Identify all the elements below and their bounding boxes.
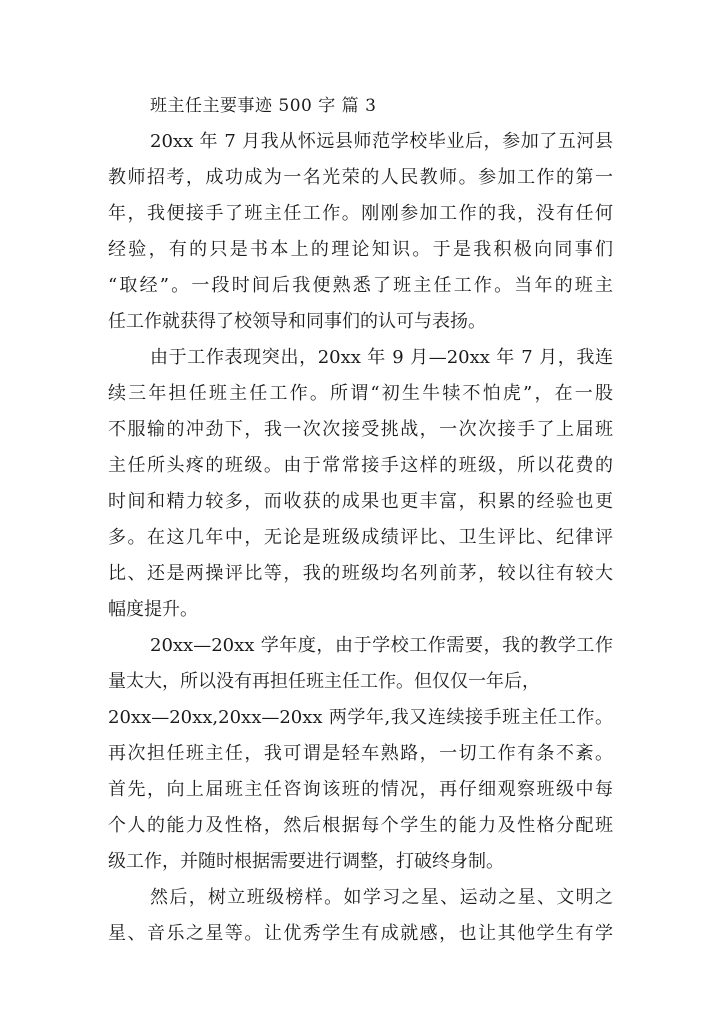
text-line: 时间和精力较多，而收获的成果也更丰富，积累的经验也更 (108, 491, 613, 512)
text-line: “取经”。一段时间后我便熟悉了班主任工作。当年的班主 (108, 275, 613, 296)
text-line: 20xx—20xx,20xx—20xx 两学年,我又连续接手班主任工作。 (108, 707, 613, 728)
text-line: 幅度提升。 (108, 599, 198, 620)
text-line: 20xx 年 7 月我从怀远县师范学校毕业后，参加了五河县 (150, 131, 613, 152)
text-line: 然后，树立班级榜样。如学习之星、运动之星、文明之 (150, 887, 613, 908)
text-line: 教师招考，成功成为一名光荣的人民教师。参加工作的第一 (108, 167, 613, 188)
text-line: 年，我便接手了班主任工作。刚刚参加工作的我，没有任何 (108, 203, 613, 224)
text-line: 20xx—20xx 学年度，由于学校工作需要，我的教学工作 (150, 635, 613, 656)
text-line: 不服输的冲劲下，我一次次接受挑战，一次次接手了上届班 (108, 419, 613, 440)
document-body (108, 88, 613, 952)
text-line: 任工作就获得了校领导和同事们的认可与表扬。 (108, 311, 486, 332)
text-line: 星、音乐之星等。让优秀学生有成就感，也让其他学生有学 (108, 923, 613, 944)
text-line: 级工作，并随时根据需要进行调整，打破终身制。 (108, 851, 504, 872)
text-line: 续三年担任班主任工作。所谓“初生牛犊不怕虎”，在一股 (108, 383, 613, 404)
text-line: 量太大，所以没有再担任班主任工作。但仅仅一年后， (108, 671, 540, 692)
text-line: 由于工作表现突出，20xx 年 9 月—20xx 年 7 月，我连 (150, 347, 613, 368)
text-line: 多。在这几年中，无论是班级成绩评比、卫生评比、纪律评 (108, 527, 613, 548)
text-line: 个人的能力及性格，然后根据每个学生的能力及性格分配班 (108, 815, 613, 836)
text-line: 经验，有的只是书本上的理论知识。于是我积极向同事们 (108, 239, 613, 260)
text-line: 比、还是两操评比等，我的班级均名列前茅，较以往有较大 (108, 563, 613, 584)
text-line: 再次担任班主任，我可谓是轻车熟路，一切工作有条不紊。 (108, 743, 613, 764)
text-line: 主任所头疼的班级。由于常常接手这样的班级，所以花费的 (108, 455, 613, 476)
text-line: 首先，向上届班主任咨询该班的情况，再仔细观察班级中每 (108, 779, 613, 800)
document-title: 班主任主要事迹 500 字 篇 3 (150, 96, 377, 116)
